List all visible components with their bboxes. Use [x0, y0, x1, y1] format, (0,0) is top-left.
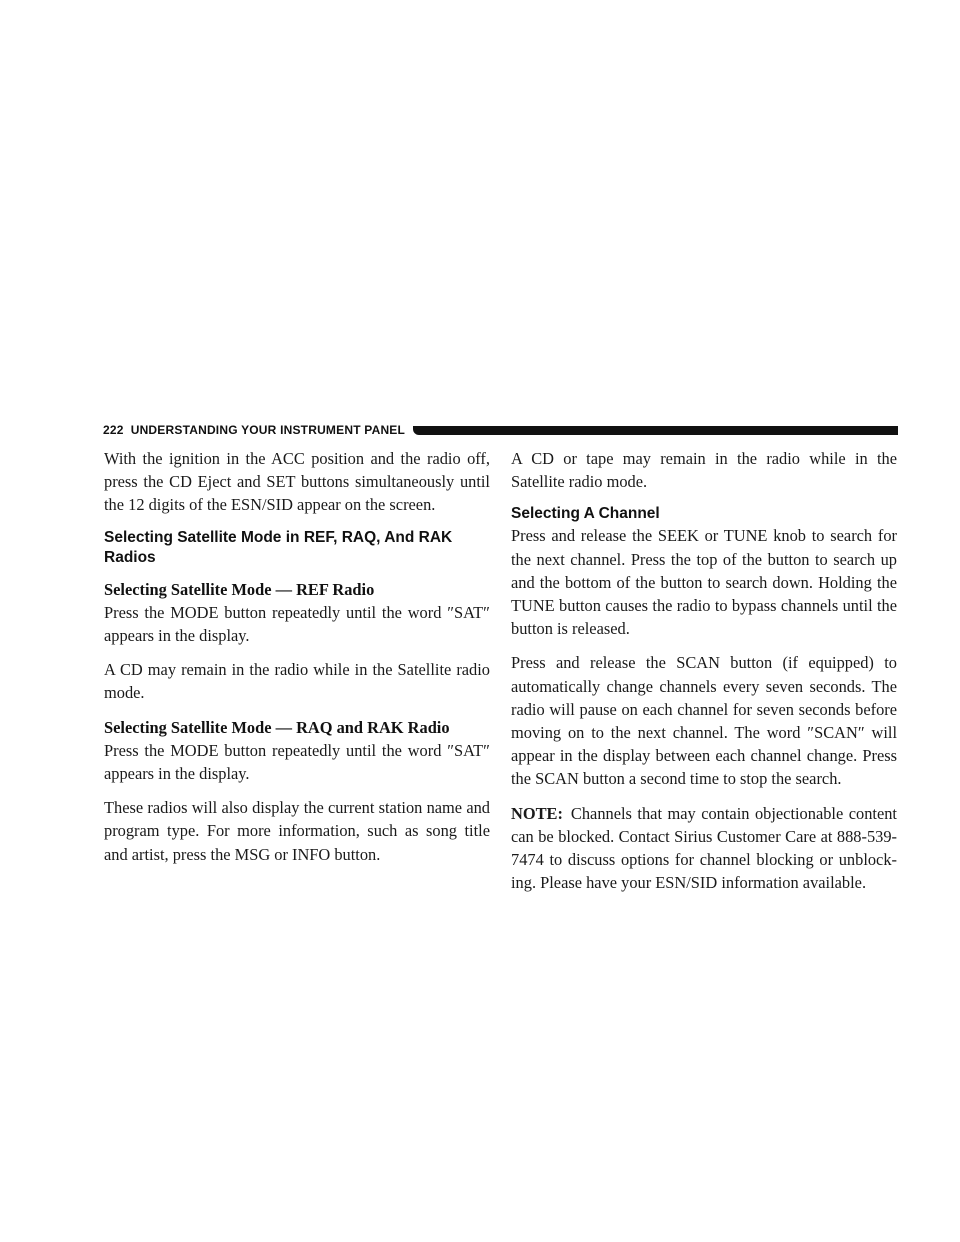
raq-rak-instruction-paragraph: Press the MODE button repeatedly until the word ″SAT″ appears in the display.	[104, 740, 490, 784]
note-text: Channels that may contain objectionable content can be blocked. Contact Sirius Customer Care at 888-539-7474 to discuss options for channel blocking or unblock-ing. Please have your ESN/SID information available.	[511, 803, 897, 893]
seek-tune-paragraph: Press and release the SEEK or TUNE knob to search for the next channel. Press the top of the button to search up and the bottom of the button to search down. Holding the TUNE button causes the radio to bypass channels until the button is released.	[511, 526, 897, 639]
esn-intro-paragraph: With the ignition in the ACC position and the radio off, press the CD Eject and SET buttons simultaneously until the 12 digits of the ESN/SID appear on the screen.	[104, 449, 490, 515]
page-header-text	[103, 423, 405, 437]
ref-cd-note-paragraph: A CD may remain in the radio while in the Satellite radio mode.	[104, 660, 490, 703]
left-column	[104, 447, 490, 877]
section-title: UNDERSTANDING YOUR INSTRUMENT PANEL	[130, 423, 406, 437]
note-paragraph	[511, 802, 897, 895]
selecting-channel-heading: Selecting A Channel	[511, 505, 660, 523]
cd-tape-note-paragraph: A CD or tape may remain in the radio while in the Satellite radio mode.	[511, 449, 897, 492]
right-column	[511, 447, 897, 905]
satellite-mode-heading: Selecting Satellite Mode in REF, RAQ, And RAK Radios	[104, 528, 453, 566]
ref-radio-subheading: Selecting Satellite Mode — REF Radio	[104, 579, 375, 599]
header-rule	[413, 426, 898, 435]
scan-paragraph: Press and release the SCAN button (if equipped) to automatically change channels every seven seconds. The radio will pause on each channel for seven seconds before moving on to the next channel. The word ″SCAN″ will appear in the display between each channel change. Press the SCAN button a second time to stop the search.	[511, 653, 897, 789]
station-info-paragraph: These radios will also display the current station name and program type. For more information, such as song title and artist, press the MSG or INFO button.	[104, 798, 490, 864]
ref-instruction-paragraph: Press the MODE button repeatedly until the word ″SAT″ appears in the display.	[104, 602, 490, 646]
note-label: NOTE:	[511, 803, 563, 823]
raq-rak-radio-subheading: Selecting Satellite Mode — RAQ and RAK Radio	[104, 717, 450, 737]
page-number: 222	[103, 423, 124, 437]
page-header	[103, 423, 898, 437]
